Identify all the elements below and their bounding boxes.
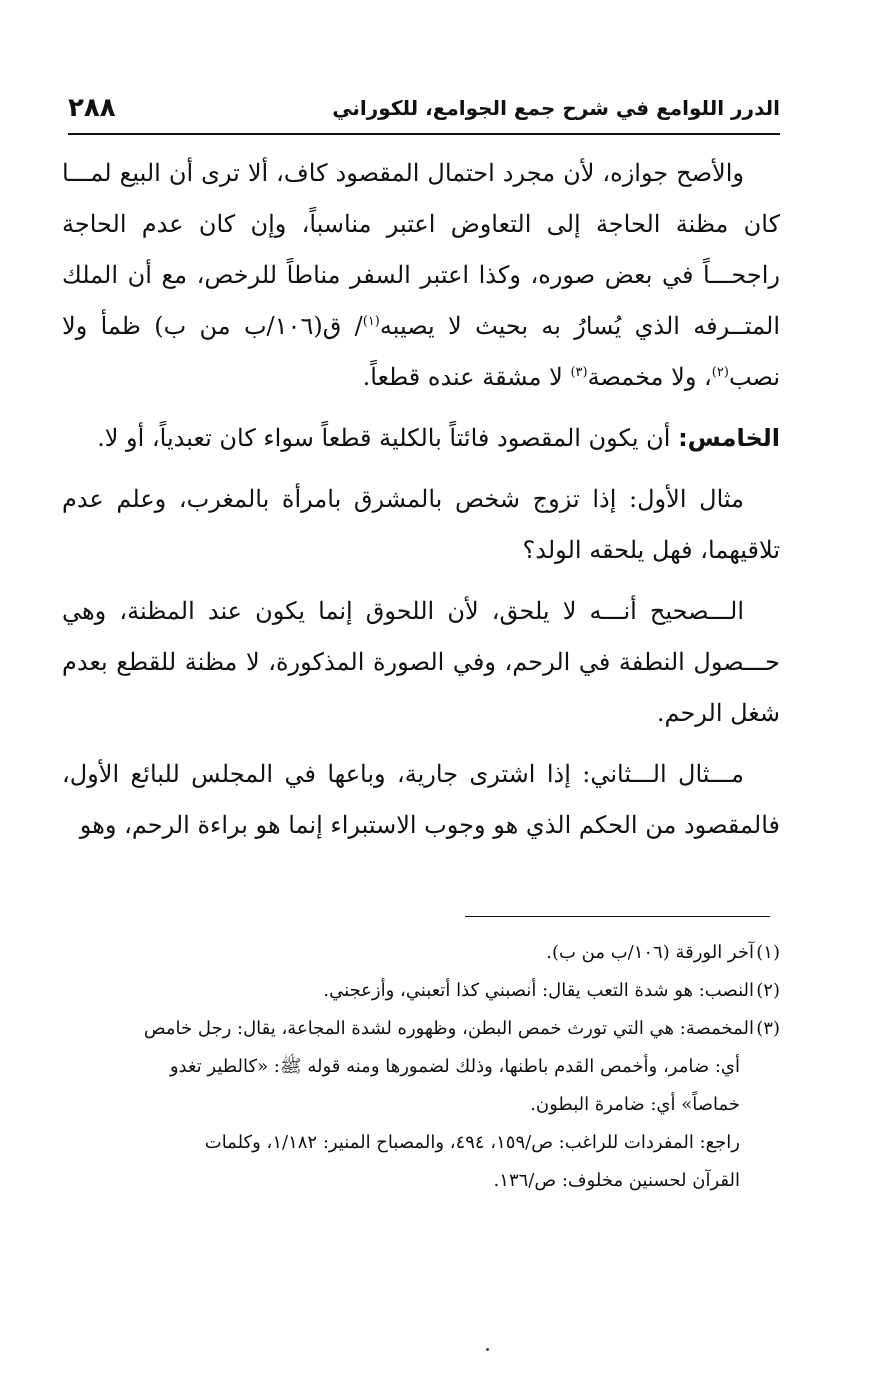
page-number: ٢٨٨	[68, 93, 116, 123]
footnote-separator	[465, 916, 770, 917]
footnotes	[58, 934, 780, 1200]
paragraph-3: مثال الأول: إذا تزوج شخص بالمشرق بامرأة بالمغرب، وعلم عدم تلاقيهما، فهل يلحقه الولد؟	[62, 485, 780, 564]
paragraph-1	[62, 148, 780, 403]
footnote-1-text: آخر الورقة (١٠٦/ب من ب).	[546, 942, 754, 963]
paragraph-5: مـــثال الـــثاني: إذا اشترى جارية، وباعها في المجلس للبائع الأول، فالمقصود من الحكم الذي هو وجوب الاستبراء إنما هو براءة الرحم، وهو	[62, 760, 780, 839]
header-rule	[68, 133, 780, 135]
footnote-2-text: النصب: هو شدة التعب يقال: أنصبني كذا أتعبني، وأزعجني.	[323, 980, 754, 1001]
paragraph-1-part-d: لا مشقة عنده قطعاً.	[362, 363, 571, 391]
footnote-3	[58, 1010, 780, 1048]
main-text	[62, 148, 780, 861]
running-title: الدرر اللوامع في شرح جمع الجوامع، للكوراني	[332, 96, 780, 120]
scan-speck	[486, 1348, 489, 1351]
footnote-ref-3[interactable]: (٣)	[570, 365, 588, 380]
paragraph-4: الـــصحيح أنـــه لا يلحق، لأن اللحوق إنما يكون عند المظنة، وهي حـــصول النطفة في الرحم، وفي الصورة المذكورة، لا مظنة للقطع بعدم شغل الرحم.	[62, 597, 780, 727]
page-header	[68, 88, 780, 128]
paragraph-2	[62, 413, 780, 464]
references-line-1: راجع: المفردات للراغب: ص/١٥٩، ٤٩٤، والمصباح المنير: ١/١٨٢، وكلمات	[204, 1132, 740, 1153]
footnote-2-number: (٢)	[756, 980, 780, 1001]
footnote-ref-2[interactable]: (٢)	[711, 365, 729, 380]
footnote-ref-1[interactable]: (١)	[362, 314, 380, 329]
paragraph-1-part-c: ، ولا مخمصة	[587, 363, 712, 391]
paragraph-2-text: أن يكون المقصود فائتاً بالكلية قطعاً سواء كان تعبدياً، أو لا.	[97, 424, 679, 452]
footnote-3-number: (٣)	[756, 1018, 780, 1039]
footnote-3-line-2: أي: ضامر، وأخمص القدم باطنها، وذلك لضمورها ومنه قوله ﷺ: «كالطير تغدو	[169, 1056, 740, 1077]
footnote-3-line-3: خماصاً» أي: ضامرة البطون.	[530, 1094, 740, 1115]
footnote-2	[58, 972, 780, 1010]
paragraph-1-part-b: / ق(١٠٦/ب من ب) ظمأ ولا نصب	[62, 312, 780, 391]
footnote-1	[58, 934, 780, 972]
paragraph-1-part-a: والأصح جوازه، لأن مجرد احتمال المقصود كاف، ألا ترى أن البيع لمـــا كان مظنة الحاجة إلى التعاوض اعتبر مناسباً، وإن كان عدم الحاجة راجحـــاً في بعض صوره، وكذا اعتبر السفر مناطاً للرخص، مع أن الملك المتــرفه الذي يُسارُ به بحيث لا يصيبه	[62, 159, 781, 340]
paragraph-2-lead: الخامس:	[678, 424, 780, 452]
footnote-3-line-1: المخمصة: هي التي تورث خمص البطن، وظهوره لشدة المجاعة، يقال: رجل خامص	[143, 1018, 754, 1039]
references-line-2: القرآن لحسنين مخلوف: ص/١٣٦.	[493, 1170, 740, 1191]
footnote-1-number: (١)	[756, 942, 780, 963]
